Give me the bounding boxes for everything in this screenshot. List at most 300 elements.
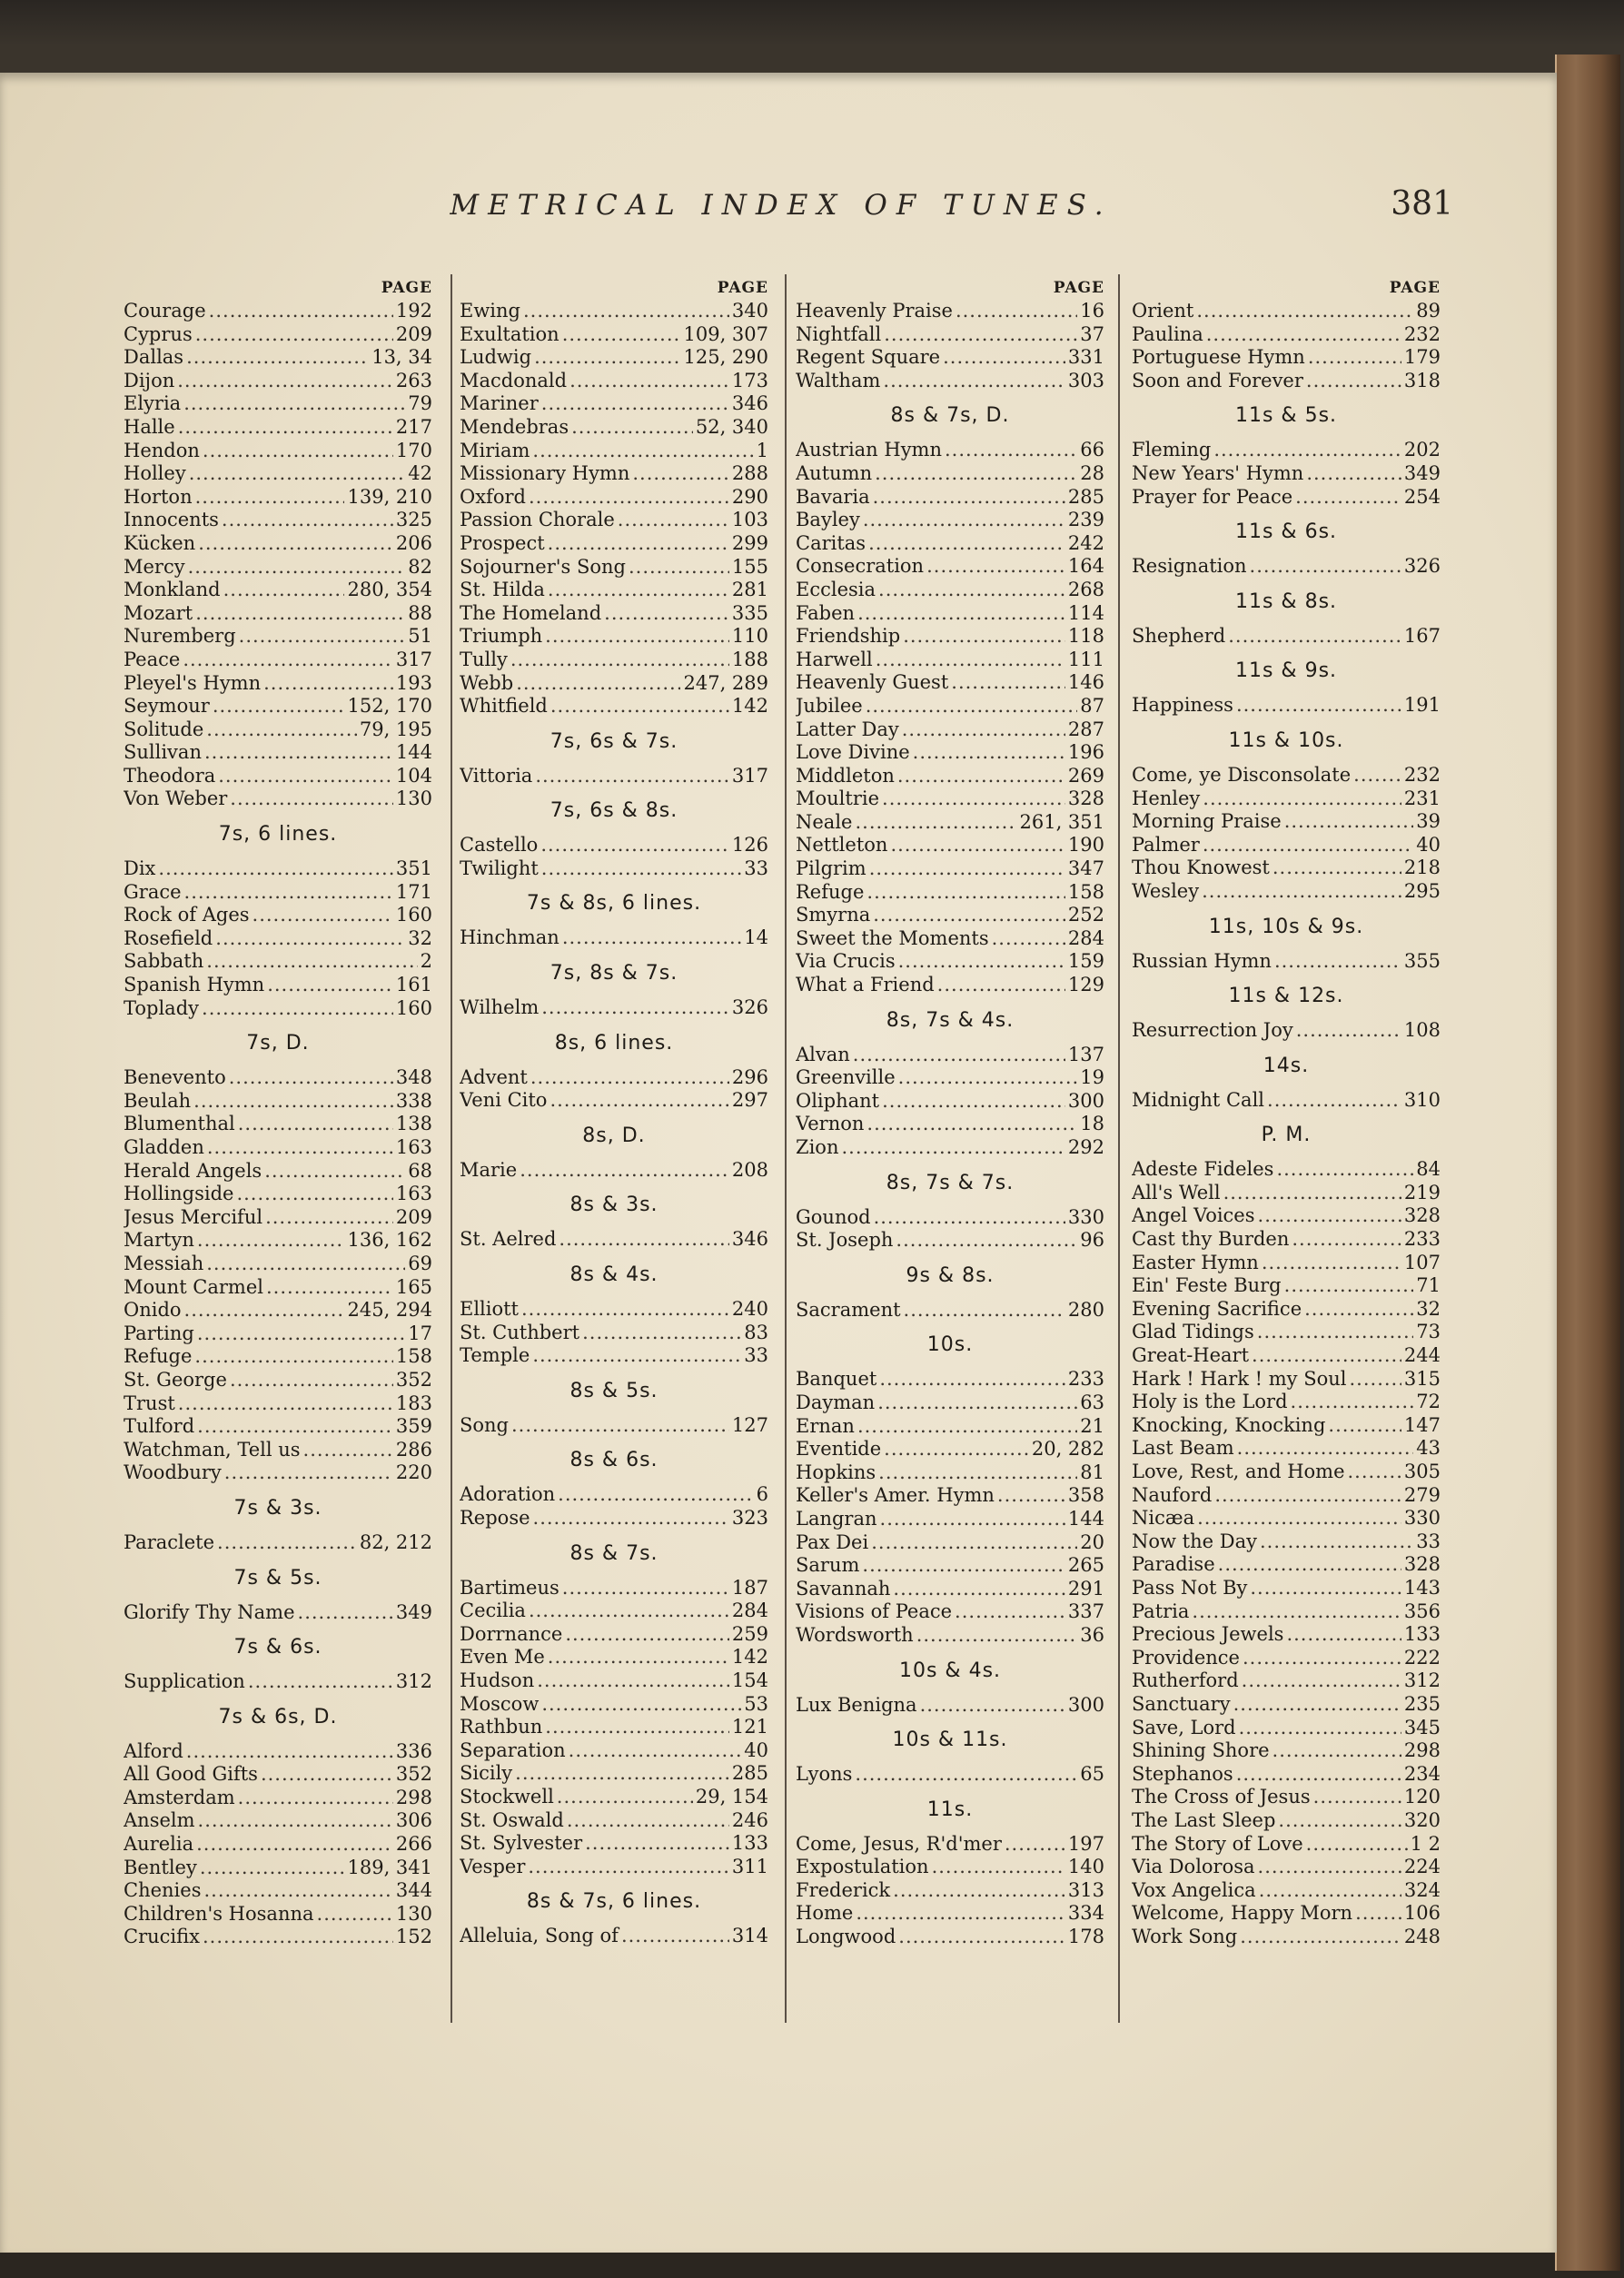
dot-leader bbox=[585, 1832, 729, 1856]
tune-name: Happiness bbox=[1132, 694, 1233, 717]
tune-page-number: 326 bbox=[1403, 555, 1441, 578]
tune-entry bbox=[460, 649, 768, 672]
tune-name: Hark ! Hark ! my Soul bbox=[1132, 1367, 1347, 1390]
tune-entry bbox=[124, 1113, 432, 1136]
tune-name: Song bbox=[460, 1413, 509, 1436]
tune-entry bbox=[796, 1229, 1104, 1253]
tune-name: Mercy bbox=[124, 555, 185, 578]
tune-page-number: 331 bbox=[1067, 346, 1104, 369]
dot-leader bbox=[532, 1344, 741, 1368]
tune-page-number: 224 bbox=[1403, 1856, 1441, 1878]
tune-name: Dix bbox=[124, 857, 156, 880]
tune-name: Welcome, Happy Morn bbox=[1132, 1902, 1353, 1925]
tune-name: Parting bbox=[124, 1322, 194, 1344]
tune-name: Frederick bbox=[796, 1878, 891, 1901]
tune-name: Longwood bbox=[796, 1926, 896, 1948]
dot-leader bbox=[248, 1670, 393, 1694]
tune-name: Knocking, Knocking bbox=[1132, 1413, 1326, 1436]
tune-name: Ludwig bbox=[460, 346, 532, 369]
tune-entry bbox=[124, 1160, 432, 1184]
tune-page-number: 233 bbox=[1403, 1228, 1441, 1251]
tune-page-number: 287 bbox=[1067, 718, 1104, 740]
tune-page-number: 13, 34 bbox=[371, 346, 432, 369]
column-divider bbox=[451, 274, 452, 2023]
tune-name: Shining Shore bbox=[1132, 1739, 1270, 1762]
tune-name: St. George bbox=[124, 1368, 227, 1391]
meter-section-heading: 8s & 3s. bbox=[569, 1193, 659, 1217]
dot-leader bbox=[1296, 1019, 1401, 1043]
tune-entry bbox=[796, 1624, 1104, 1648]
tune-entry bbox=[124, 997, 432, 1021]
tune-page-number: 84 bbox=[1416, 1158, 1441, 1181]
tune-name: St. Oswald bbox=[460, 1808, 564, 1831]
tune-name: Theodora bbox=[124, 764, 216, 787]
tune-name: Twilight bbox=[460, 857, 539, 879]
tune-page-number: 138 bbox=[395, 1113, 432, 1135]
tune-entry bbox=[796, 811, 1104, 835]
dot-leader bbox=[882, 1090, 1065, 1114]
tune-page-number: 312 bbox=[395, 1670, 432, 1693]
tune-entry bbox=[1132, 1158, 1441, 1182]
tune-entry bbox=[1132, 486, 1441, 510]
dot-leader bbox=[186, 346, 369, 370]
dot-leader bbox=[541, 857, 741, 881]
tune-page-number: 82 bbox=[408, 555, 432, 578]
tune-page-number: 88 bbox=[408, 601, 432, 624]
tune-name: St. Hilda bbox=[460, 579, 545, 601]
dot-leader bbox=[992, 927, 1065, 951]
tune-name: Repose bbox=[460, 1507, 530, 1529]
dot-leader bbox=[548, 1646, 729, 1669]
tune-page-number: 347 bbox=[1067, 857, 1104, 880]
tune-page-number: 72 bbox=[1416, 1391, 1441, 1413]
dot-leader bbox=[533, 1507, 729, 1530]
dot-leader bbox=[873, 486, 1065, 510]
tune-entry bbox=[124, 1206, 432, 1230]
tune-entry bbox=[796, 765, 1104, 788]
tune-page-number: 171 bbox=[395, 880, 432, 903]
tune-name: Keller's Amer. Hymn bbox=[796, 1484, 995, 1507]
tune-page-number: 52, 340 bbox=[695, 415, 768, 438]
tune-name: Evening Sacrifice bbox=[1132, 1297, 1302, 1320]
tune-name: Autumn bbox=[796, 461, 873, 484]
tune-entry bbox=[124, 509, 432, 532]
dot-leader bbox=[206, 718, 357, 742]
tune-page-number: 143 bbox=[1403, 1576, 1441, 1599]
tune-name: The Last Sleep bbox=[1132, 1808, 1276, 1831]
dot-leader bbox=[535, 765, 729, 788]
tune-page-number: 111 bbox=[1067, 648, 1104, 670]
tune-name: Greenville bbox=[796, 1066, 896, 1089]
tune-name: Oliphant bbox=[796, 1089, 880, 1112]
dot-leader bbox=[528, 1856, 729, 1879]
dot-leader bbox=[913, 741, 1065, 765]
tune-entry bbox=[124, 1066, 432, 1090]
tune-name: Oxford bbox=[460, 485, 526, 508]
tune-entry bbox=[796, 602, 1104, 626]
tune-entry bbox=[796, 532, 1104, 556]
tune-name: Orient bbox=[1132, 300, 1194, 322]
tune-entry bbox=[460, 1159, 768, 1183]
tune-entry bbox=[1132, 1321, 1441, 1344]
tune-entry bbox=[796, 1578, 1104, 1601]
tune-entry bbox=[124, 787, 432, 811]
dot-leader bbox=[529, 1600, 729, 1623]
tune-entry bbox=[124, 765, 432, 788]
dot-leader bbox=[1260, 1530, 1413, 1554]
tune-page-number: 281 bbox=[731, 579, 768, 601]
tune-page-number: 21 bbox=[1080, 1414, 1104, 1437]
tune-page-number: 233 bbox=[1067, 1368, 1104, 1391]
tune-entry bbox=[460, 579, 768, 602]
tune-name: St. Sylvester bbox=[460, 1832, 583, 1855]
tune-name: Moultrie bbox=[796, 787, 880, 810]
tune-name: Seymour bbox=[124, 695, 210, 718]
tune-name: Stephanos bbox=[1132, 1762, 1233, 1785]
meter-section-heading: 11s, 10s & 9s. bbox=[1208, 915, 1364, 938]
dot-leader bbox=[1203, 787, 1401, 811]
tune-page-number: 280, 354 bbox=[347, 579, 432, 601]
tune-entry bbox=[796, 346, 1104, 370]
tune-page-number: 164 bbox=[1067, 555, 1104, 578]
tune-name: Rock of Ages bbox=[124, 904, 250, 926]
dot-leader bbox=[897, 765, 1065, 788]
tune-entry bbox=[124, 416, 432, 440]
tune-entry bbox=[460, 323, 768, 347]
tune-name: Macdonald bbox=[460, 369, 568, 391]
tune-entry bbox=[124, 370, 432, 393]
dot-leader bbox=[186, 1740, 393, 1764]
dot-leader bbox=[224, 1461, 393, 1485]
dot-leader bbox=[200, 1857, 345, 1880]
dot-leader bbox=[529, 486, 729, 510]
tune-entry bbox=[1132, 1623, 1441, 1647]
dot-leader bbox=[1257, 1321, 1414, 1344]
tune-page-number: 140 bbox=[1067, 1856, 1104, 1878]
tune-page-number: 252 bbox=[1067, 904, 1104, 926]
dot-leader bbox=[866, 695, 1078, 718]
dot-leader bbox=[229, 1066, 393, 1090]
dot-leader bbox=[868, 532, 1065, 556]
tune-entry bbox=[1132, 1530, 1441, 1554]
dot-leader bbox=[198, 532, 393, 556]
tune-entry bbox=[796, 1368, 1104, 1392]
tune-page-number: 53 bbox=[744, 1692, 768, 1715]
tune-page-number: 349 bbox=[1403, 461, 1441, 484]
tune-name: Hinchman bbox=[460, 926, 559, 949]
dot-leader bbox=[890, 834, 1065, 857]
tune-entry bbox=[796, 1694, 1104, 1718]
dot-leader bbox=[178, 416, 393, 440]
tune-page-number: 317 bbox=[731, 764, 768, 787]
tune-page-number: 96 bbox=[1080, 1229, 1104, 1252]
tune-page-number: 235 bbox=[1403, 1692, 1441, 1715]
dot-leader bbox=[213, 695, 345, 718]
dot-leader bbox=[510, 649, 729, 672]
tune-page-number: 232 bbox=[1403, 322, 1441, 345]
dot-leader bbox=[202, 997, 393, 1021]
dot-leader bbox=[863, 509, 1065, 532]
dot-leader bbox=[878, 579, 1065, 602]
meter-section-heading: 11s & 10s. bbox=[1228, 728, 1344, 752]
dot-leader bbox=[898, 1926, 1065, 1949]
tune-page-number: 152 bbox=[395, 1926, 432, 1948]
tune-name: Cyprus bbox=[124, 322, 193, 345]
tune-name: Wesley bbox=[1132, 879, 1200, 902]
tune-entry bbox=[124, 532, 432, 556]
dot-leader bbox=[1243, 1647, 1401, 1670]
tune-page-number: 69 bbox=[408, 1252, 432, 1274]
tune-entry bbox=[1132, 1669, 1441, 1693]
tune-name: Mount Carmel bbox=[124, 1275, 263, 1298]
tune-entry bbox=[1132, 1786, 1441, 1809]
tune-name: Alleluia, Song of bbox=[460, 1925, 619, 1947]
dot-leader bbox=[883, 370, 1065, 393]
tune-name: Love Divine bbox=[796, 741, 910, 764]
tune-page-number: 324 bbox=[1403, 1878, 1441, 1901]
meter-section-heading: 11s & 5s. bbox=[1234, 404, 1338, 428]
tune-page-number: 239 bbox=[1067, 509, 1104, 531]
tune-name: Sabbath bbox=[124, 950, 204, 973]
tune-page-number: 19 bbox=[1080, 1066, 1104, 1089]
tune-name: Patria bbox=[1132, 1600, 1190, 1622]
tune-name: Bentley bbox=[124, 1856, 197, 1878]
tune-entry bbox=[124, 392, 432, 416]
tune-page-number: 155 bbox=[731, 555, 768, 578]
tune-page-number: 40 bbox=[744, 1738, 768, 1761]
tune-page-number: 188 bbox=[731, 648, 768, 670]
tune-entry bbox=[1132, 300, 1441, 323]
tune-name: Love, Rest, and Home bbox=[1132, 1461, 1345, 1482]
tune-page-number: 285 bbox=[1067, 485, 1104, 508]
tune-entry bbox=[124, 1183, 432, 1206]
tune-entry bbox=[460, 926, 768, 950]
tune-name: Now the Day bbox=[1132, 1530, 1257, 1552]
tune-page-number: 303 bbox=[1067, 369, 1104, 391]
tune-name: Holley bbox=[124, 462, 186, 485]
tune-name: Caritas bbox=[796, 531, 866, 554]
tune-entry bbox=[796, 1044, 1104, 1067]
tune-name: Elyria bbox=[124, 392, 182, 415]
tune-entry bbox=[124, 1229, 432, 1253]
dot-leader bbox=[197, 1229, 345, 1253]
index-column-3 bbox=[796, 278, 1104, 1949]
tune-name: Resignation bbox=[1132, 555, 1247, 578]
tune-page-number: 326 bbox=[731, 996, 768, 1019]
tune-page-number: 133 bbox=[1403, 1623, 1441, 1646]
dot-leader bbox=[874, 1206, 1065, 1230]
dot-leader bbox=[866, 881, 1065, 905]
tune-name: Russian Hymn bbox=[1132, 949, 1272, 972]
meter-section-heading: 11s & 9s. bbox=[1234, 659, 1338, 683]
tune-page-number: 263 bbox=[395, 369, 432, 391]
dot-leader bbox=[902, 718, 1065, 742]
tune-page-number: 110 bbox=[731, 625, 768, 648]
tune-name: Sanctuary bbox=[1132, 1692, 1231, 1715]
tune-name: Visions of Peace bbox=[796, 1600, 953, 1623]
tune-name: Ecclesia bbox=[796, 578, 876, 600]
tune-page-number: 305 bbox=[1403, 1461, 1441, 1482]
dot-leader bbox=[893, 1879, 1065, 1903]
tune-entry bbox=[460, 1298, 768, 1322]
tune-entry bbox=[796, 1833, 1104, 1857]
tune-name: Wordsworth bbox=[796, 1623, 914, 1646]
tune-page-number: 193 bbox=[395, 671, 432, 694]
tune-page-number: 144 bbox=[395, 741, 432, 764]
tune-page-number: 359 bbox=[395, 1415, 432, 1438]
dot-leader bbox=[189, 462, 406, 486]
tune-entry bbox=[460, 1483, 768, 1507]
tune-page-number: 42 bbox=[408, 462, 432, 485]
tune-entry bbox=[796, 1902, 1104, 1926]
tune-name: Austrian Hymn bbox=[796, 439, 942, 461]
dot-leader bbox=[873, 904, 1065, 927]
tune-page-number: 39 bbox=[1416, 810, 1441, 833]
tune-page-number: 355 bbox=[1403, 949, 1441, 972]
dot-leader bbox=[876, 649, 1065, 672]
tune-name: Come, Jesus, R'd'mer bbox=[796, 1832, 1002, 1855]
tune-entry bbox=[796, 1508, 1104, 1531]
dot-leader bbox=[565, 1623, 729, 1647]
tune-entry bbox=[124, 556, 432, 579]
dot-leader bbox=[203, 440, 393, 463]
tune-entry bbox=[1132, 1437, 1441, 1461]
meter-section-heading: 7s, 6s & 7s. bbox=[550, 729, 678, 753]
tune-page-number: 217 bbox=[395, 415, 432, 438]
dot-leader bbox=[878, 1461, 1077, 1485]
dot-leader bbox=[188, 556, 406, 579]
dot-leader bbox=[209, 300, 393, 323]
tune-entry bbox=[796, 671, 1104, 695]
tune-name: Via Dolorosa bbox=[1132, 1856, 1255, 1878]
tune-entry bbox=[460, 509, 768, 532]
dot-leader bbox=[195, 602, 405, 626]
dot-leader bbox=[261, 1763, 393, 1787]
tune-entry bbox=[796, 625, 1104, 649]
dot-leader bbox=[869, 857, 1065, 881]
tune-name: Castello bbox=[460, 834, 539, 857]
tune-name: Messiah bbox=[124, 1252, 204, 1274]
tune-entry bbox=[796, 462, 1104, 486]
dot-leader bbox=[903, 625, 1065, 649]
dot-leader bbox=[545, 625, 729, 649]
tune-name: Shepherd bbox=[1132, 624, 1226, 647]
tune-entry bbox=[124, 300, 432, 323]
tune-name: Glad Tidings bbox=[1132, 1321, 1254, 1343]
tune-entry bbox=[796, 1090, 1104, 1114]
tune-entry bbox=[460, 1322, 768, 1345]
tune-name: Crucifix bbox=[124, 1926, 200, 1948]
dot-leader bbox=[540, 834, 729, 857]
tune-entry bbox=[1132, 950, 1441, 974]
index-column-1 bbox=[124, 278, 432, 1949]
tune-entry bbox=[796, 1879, 1104, 1903]
tune-page-number: 146 bbox=[1067, 671, 1104, 694]
tune-entry bbox=[796, 1438, 1104, 1461]
tune-page-number: 358 bbox=[1067, 1484, 1104, 1507]
tune-page-number: 154 bbox=[731, 1669, 768, 1691]
tune-name: Supplication bbox=[124, 1670, 245, 1693]
tune-name: Adeste Fideles bbox=[1132, 1158, 1274, 1181]
dot-leader bbox=[1272, 1739, 1401, 1763]
dot-leader bbox=[183, 649, 393, 672]
tune-page-number: 206 bbox=[395, 531, 432, 554]
dot-leader bbox=[206, 1253, 405, 1276]
dot-leader bbox=[196, 1833, 393, 1857]
tune-page-number: 129 bbox=[1067, 974, 1104, 996]
tune-entry bbox=[460, 416, 768, 440]
tune-entry bbox=[124, 672, 432, 696]
tune-name: Veni Cito bbox=[460, 1089, 548, 1112]
tune-entry bbox=[796, 1763, 1104, 1787]
dot-leader bbox=[1214, 1484, 1401, 1508]
tune-page-number: 266 bbox=[395, 1833, 432, 1856]
dot-leader bbox=[1328, 1414, 1401, 1438]
tune-name: Refuge bbox=[796, 880, 865, 903]
tune-entry bbox=[796, 649, 1104, 672]
tune-page-number: 137 bbox=[1067, 1043, 1104, 1065]
tune-name: Monkland bbox=[124, 579, 221, 601]
meter-section-heading: 7s, 8s & 7s. bbox=[550, 962, 678, 985]
tune-entry bbox=[1132, 1717, 1441, 1740]
tune-page-number: 196 bbox=[1067, 741, 1104, 764]
dot-leader bbox=[183, 392, 405, 416]
tune-name: Alford bbox=[124, 1739, 183, 1762]
dot-leader bbox=[857, 1415, 1077, 1439]
tune-name: Marie bbox=[460, 1158, 518, 1181]
dot-leader bbox=[1348, 1461, 1401, 1484]
tune-entry bbox=[460, 625, 768, 649]
tune-entry bbox=[460, 1507, 768, 1530]
dot-leader bbox=[1355, 1902, 1401, 1926]
tune-name: Watchman, Tell us bbox=[124, 1438, 301, 1461]
tune-name: Peace bbox=[124, 648, 181, 670]
dot-leader bbox=[1267, 1089, 1401, 1113]
dot-leader bbox=[1196, 300, 1413, 323]
dot-leader bbox=[317, 1903, 393, 1926]
tune-page-number: 17 bbox=[408, 1322, 432, 1344]
tune-page-number: 234 bbox=[1403, 1762, 1441, 1785]
dot-leader bbox=[904, 1299, 1065, 1322]
tune-entry bbox=[460, 1856, 768, 1879]
tune-page-number: 300 bbox=[1067, 1089, 1104, 1112]
meter-section-heading: 8s, 7s & 4s. bbox=[886, 1008, 1015, 1032]
tune-entry bbox=[124, 579, 432, 602]
tune-entry bbox=[1132, 1298, 1441, 1322]
tune-name: Herald Angels bbox=[124, 1159, 262, 1182]
tune-entry bbox=[124, 462, 432, 486]
tune-page-number: 79, 195 bbox=[359, 718, 432, 740]
tune-entry bbox=[124, 904, 432, 927]
dot-leader bbox=[178, 1392, 393, 1416]
tune-page-number: 330 bbox=[1067, 1205, 1104, 1228]
tune-name: Waltham bbox=[796, 369, 881, 391]
tune-page-number: 323 bbox=[731, 1507, 768, 1529]
dot-leader bbox=[1292, 1228, 1401, 1252]
tune-name: Sarum bbox=[796, 1554, 860, 1577]
tune-name: Temple bbox=[460, 1344, 530, 1367]
tune-page-number: 345 bbox=[1403, 1716, 1441, 1738]
tune-entry bbox=[1132, 1228, 1441, 1252]
tune-entry bbox=[124, 1670, 432, 1694]
dot-leader bbox=[1218, 1553, 1401, 1577]
dot-leader bbox=[1197, 1507, 1401, 1530]
dot-leader bbox=[1213, 439, 1401, 462]
tune-page-number: 344 bbox=[395, 1879, 432, 1902]
dot-leader bbox=[516, 672, 680, 696]
tune-page-number: 167 bbox=[1403, 624, 1441, 647]
tune-entry bbox=[796, 300, 1104, 323]
